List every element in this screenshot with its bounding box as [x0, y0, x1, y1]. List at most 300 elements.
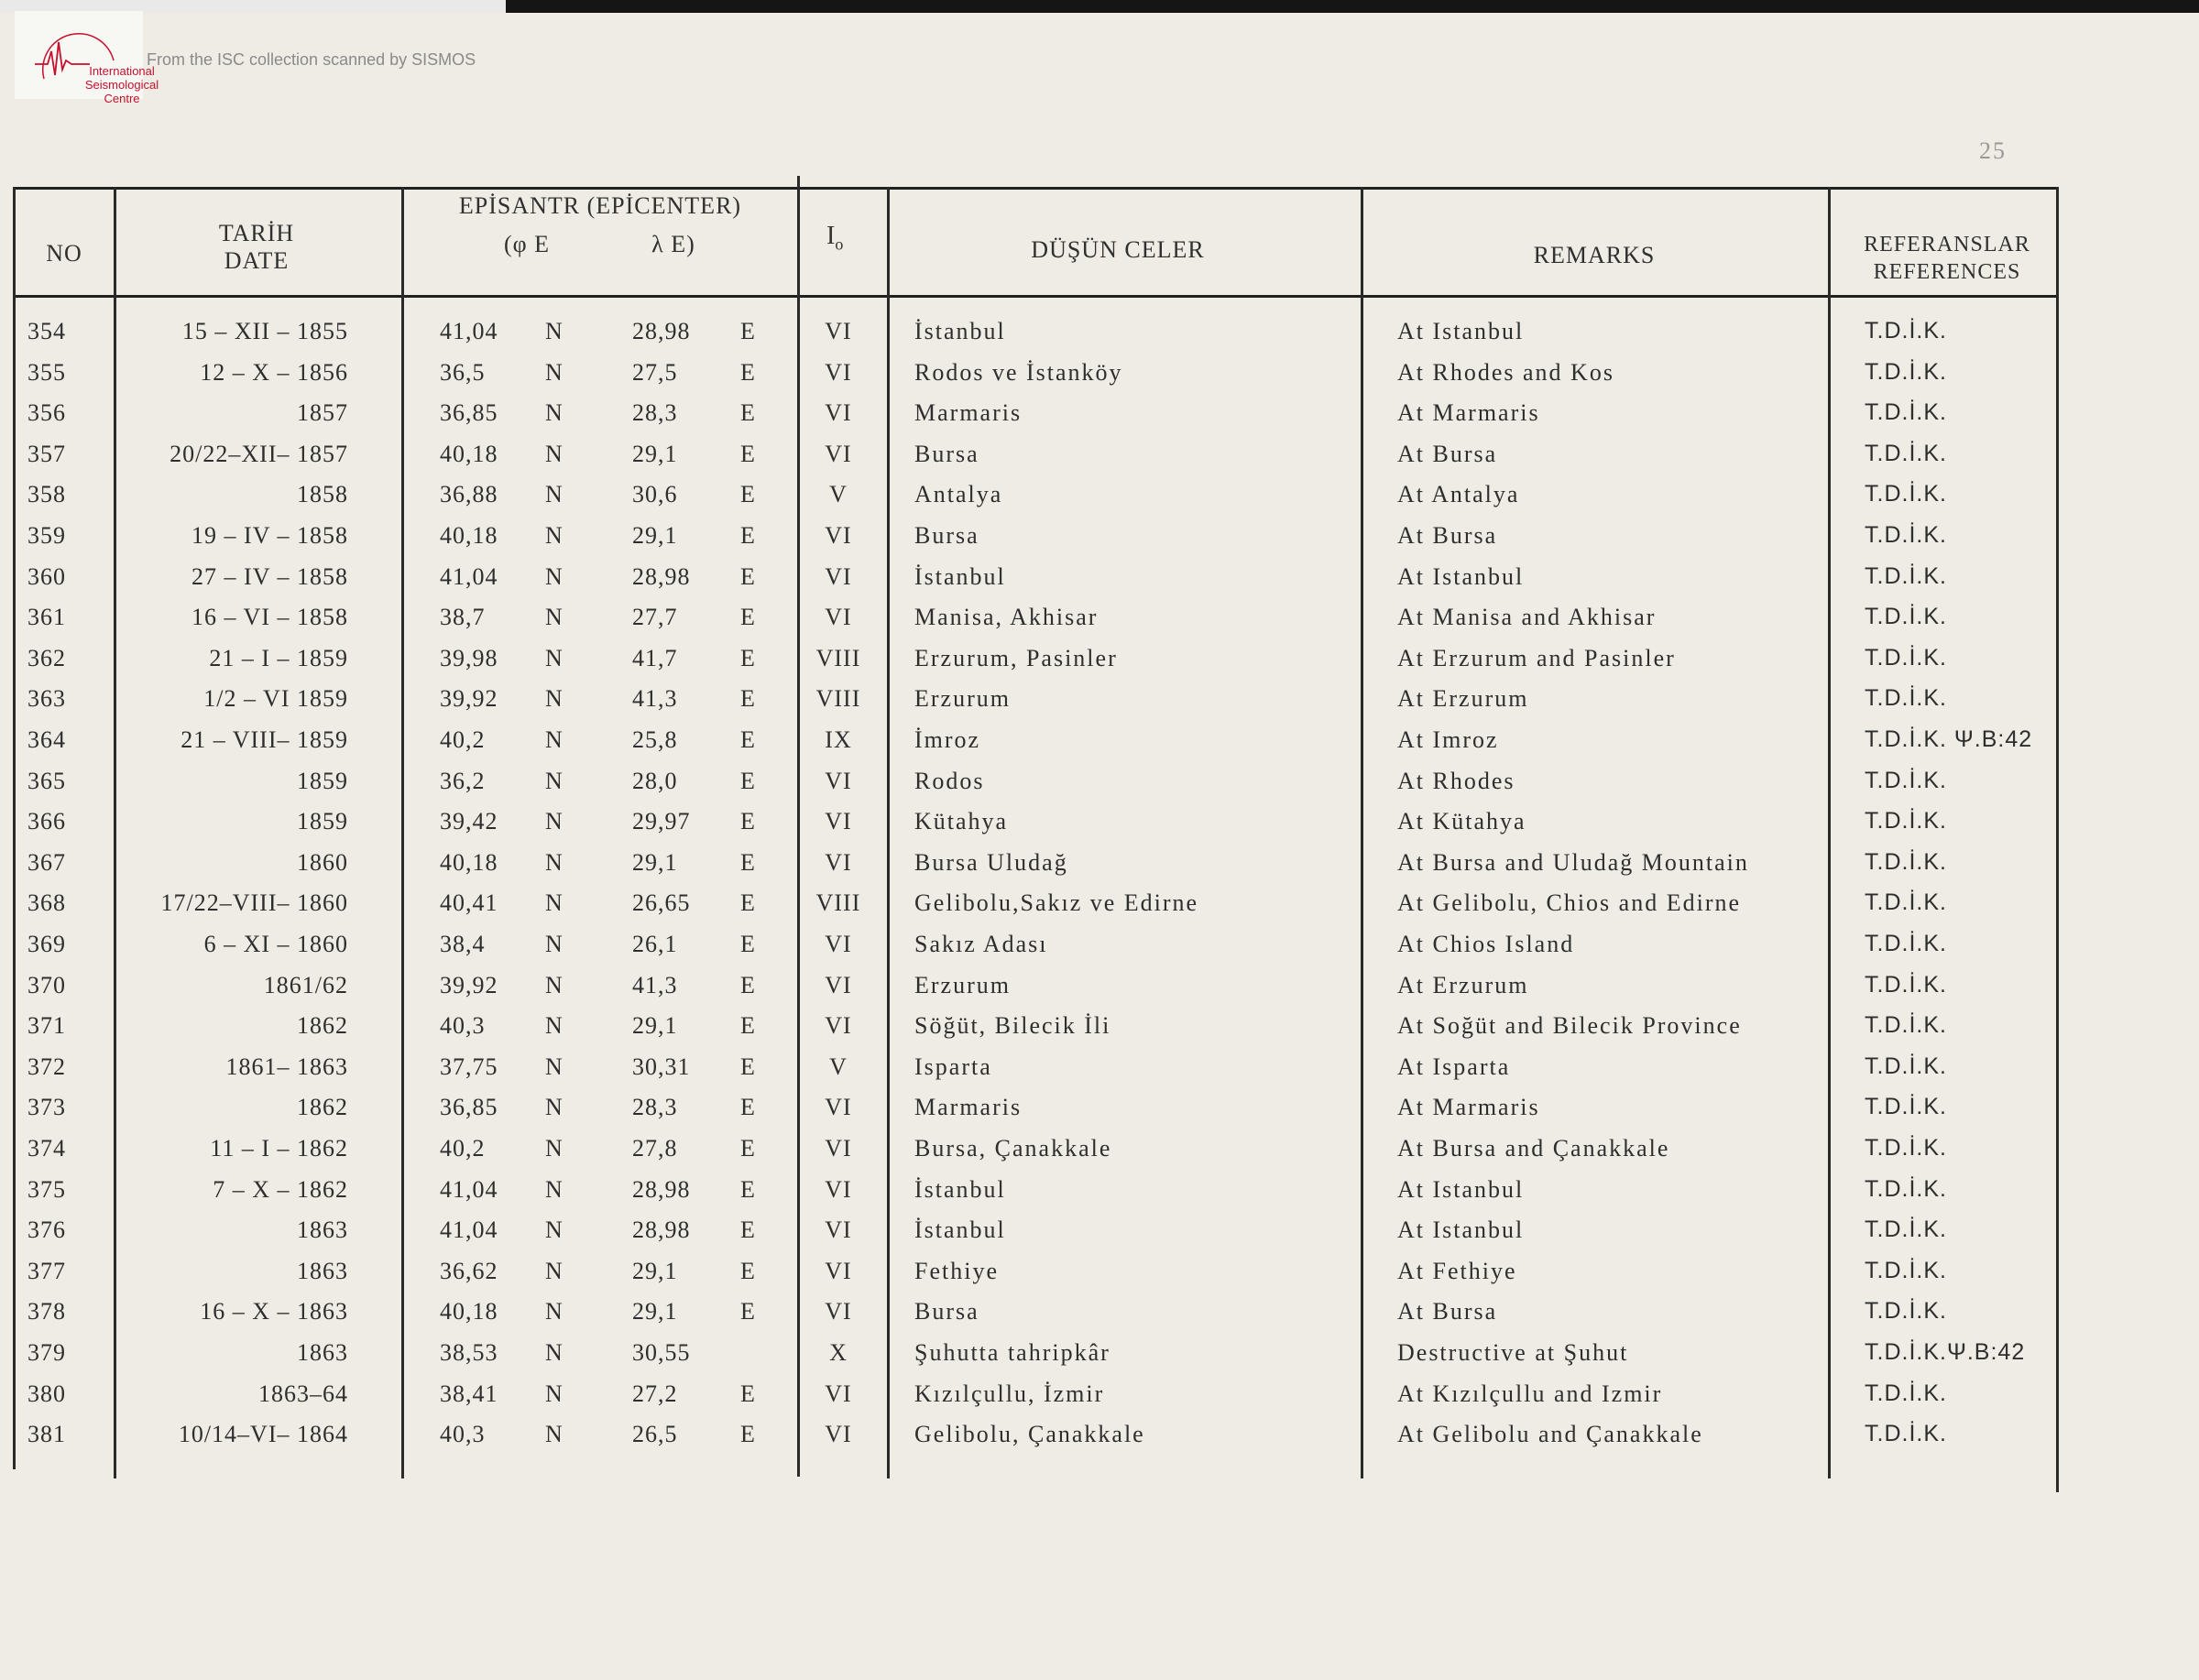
isc-name-line2: Seismological	[84, 78, 159, 92]
cell-date: 10/14–VI– 1864	[178, 1421, 348, 1448]
cell-longitude: 28,98	[632, 1175, 691, 1203]
cell-remark: At Marmaris	[1397, 399, 1540, 427]
cell-reference: T.D.İ.K.	[1865, 767, 1947, 793]
isc-name-line3: Centre	[104, 92, 140, 105]
cell-intensity: VI	[825, 358, 852, 386]
cell-intensity: VI	[825, 1257, 852, 1284]
cell-intensity: VI	[825, 1094, 852, 1121]
cell-lon-hemisphere: E	[740, 1135, 756, 1162]
cell-no: 358	[27, 481, 66, 508]
table-row	[0, 1421, 2071, 1461]
cell-reference: T.D.İ.K.	[1865, 358, 1947, 385]
cell-remark: At Antalya	[1397, 481, 1520, 508]
cell-lat-hemisphere: N	[545, 1053, 563, 1080]
cell-lon-hemisphere: E	[740, 522, 756, 549]
cell-intensity: VI	[825, 1421, 852, 1448]
cell-date: 7 – X – 1862	[213, 1175, 348, 1203]
cell-longitude: 30,6	[632, 481, 678, 508]
table-top-rule	[14, 187, 2059, 190]
cell-intensity: VI	[825, 562, 852, 590]
cell-remark: At Istanbul	[1397, 318, 1525, 344]
cell-date: 16 – VI – 1858	[191, 604, 348, 631]
cell-observation: İstanbul	[914, 318, 1006, 344]
table-row	[0, 808, 2071, 848]
cell-lat-hemisphere: N	[545, 889, 563, 917]
cell-observation: Manisa, Akhisar	[914, 604, 1099, 631]
cell-no: 364	[27, 726, 66, 753]
cell-no: 355	[27, 358, 66, 386]
cell-no: 376	[27, 1216, 66, 1244]
header-date	[156, 220, 357, 275]
table-row	[0, 1176, 2071, 1216]
cell-latitude: 39,92	[440, 971, 498, 998]
cell-longitude: 27,7	[632, 604, 678, 631]
isc-name-line1: International	[89, 64, 155, 78]
cell-lon-hemisphere: E	[740, 318, 756, 344]
cell-no: 367	[27, 848, 66, 876]
cell-longitude: 27,5	[632, 358, 678, 386]
cell-date: 17/22–VIII– 1860	[160, 889, 348, 917]
cell-remark: At Gelibolu, Chios and Edirne	[1397, 889, 1742, 917]
cell-no: 361	[27, 604, 66, 631]
header-intensity	[826, 222, 843, 255]
cell-lon-hemisphere: E	[740, 726, 756, 753]
cell-remark: At Marmaris	[1397, 1094, 1540, 1121]
cell-no: 363	[27, 685, 66, 713]
cell-lat-hemisphere: N	[545, 562, 563, 590]
cell-reference: T.D.İ.K.	[1865, 1257, 1947, 1283]
cell-date: 11 – I – 1862	[210, 1135, 348, 1162]
cell-date: 20/22–XII– 1857	[170, 440, 348, 467]
cell-reference: T.D.İ.K.	[1865, 1421, 1947, 1447]
header-date-en: DATE	[224, 247, 290, 274]
cell-intensity: VI	[825, 767, 852, 794]
cell-date: 1860	[297, 848, 348, 876]
cell-latitude: 38,41	[440, 1380, 498, 1407]
cell-no: 371	[27, 1012, 66, 1040]
cell-lat-hemisphere: N	[545, 604, 563, 631]
cell-intensity: VI	[825, 399, 852, 427]
cell-lat-hemisphere: N	[545, 1339, 563, 1366]
cell-remark: At Istanbul	[1397, 1175, 1525, 1203]
cell-date: 1859	[297, 767, 348, 794]
cell-intensity: X	[829, 1339, 848, 1366]
cell-date: 1862	[297, 1094, 348, 1121]
cell-longitude: 29,1	[632, 1298, 678, 1325]
cell-observation: Isparta	[914, 1053, 992, 1080]
table-row	[0, 768, 2071, 808]
cell-latitude: 38,53	[440, 1339, 498, 1366]
cell-reference: T.D.İ.K.	[1865, 1216, 1947, 1243]
cell-reference: T.D.İ.K.	[1865, 1298, 1947, 1325]
cell-latitude: 36,62	[440, 1257, 498, 1284]
cell-remark: At Isparta	[1397, 1053, 1511, 1080]
cell-reference: T.D.İ.K.	[1865, 1012, 1947, 1039]
cell-intensity: VI	[825, 1135, 852, 1162]
header-refs-tr: REFERANSLAR	[1864, 233, 2030, 256]
cell-latitude: 40,41	[440, 889, 498, 917]
cell-lat-hemisphere: N	[545, 399, 563, 427]
cell-longitude: 30,55	[632, 1339, 691, 1366]
cell-reference: T.D.İ.K.	[1865, 971, 1947, 998]
cell-lon-hemisphere: E	[740, 685, 756, 713]
cell-lon-hemisphere: E	[740, 1298, 756, 1325]
cell-longitude: 29,1	[632, 1257, 678, 1284]
cell-observation: Bursa Uludağ	[914, 848, 1068, 876]
cell-latitude: 40,3	[440, 1012, 486, 1040]
cell-latitude: 36,2	[440, 767, 486, 794]
cell-latitude: 40,2	[440, 726, 486, 753]
cell-remark: At Kütahya	[1397, 808, 1526, 835]
cell-no: 370	[27, 971, 66, 998]
cell-longitude: 41,7	[632, 644, 678, 671]
cell-reference: T.D.İ.K. Ψ.B:42	[1865, 726, 2033, 752]
cell-longitude: 41,3	[632, 685, 678, 713]
cell-date: 1862	[297, 1012, 348, 1040]
cell-remark: At Istanbul	[1397, 562, 1525, 590]
table-row	[0, 931, 2071, 971]
cell-date: 6 – XI – 1860	[203, 931, 348, 957]
cell-no: 373	[27, 1094, 66, 1121]
header-epicenter-title: EPİSANTR (EPİCENTER)	[458, 192, 742, 219]
cell-lat-hemisphere: N	[545, 767, 563, 794]
cell-lat-hemisphere: N	[545, 440, 563, 467]
table-row	[0, 1094, 2071, 1134]
cell-date: 1861/62	[263, 971, 348, 998]
cell-date: 1863	[297, 1216, 348, 1244]
cell-remark: At Rhodes	[1397, 767, 1515, 794]
cell-remark: At Rhodes and Kos	[1397, 358, 1614, 386]
cell-longitude: 30,31	[632, 1053, 691, 1080]
header-lat-sym: (φ E	[503, 231, 551, 257]
cell-date: 1861– 1863	[225, 1053, 348, 1080]
cell-intensity: VI	[825, 604, 852, 631]
table-row	[0, 889, 2071, 930]
cell-no: 359	[27, 522, 66, 549]
cell-longitude: 28,0	[632, 767, 678, 794]
cell-no: 369	[27, 931, 66, 957]
cell-lat-hemisphere: N	[545, 1298, 563, 1325]
cell-lat-hemisphere: N	[545, 1216, 563, 1244]
cell-latitude: 40,3	[440, 1421, 486, 1448]
cell-lon-hemisphere: E	[740, 1257, 756, 1284]
cell-lon-hemisphere: E	[740, 931, 756, 957]
cell-latitude: 38,7	[440, 604, 486, 631]
cell-lat-hemisphere: N	[545, 971, 563, 998]
cell-longitude: 25,8	[632, 726, 678, 753]
table-row	[0, 1135, 2071, 1175]
cell-no: 366	[27, 808, 66, 835]
cell-no: 354	[27, 318, 66, 344]
cell-lon-hemisphere: E	[740, 1421, 756, 1448]
cell-longitude: 26,1	[632, 931, 678, 957]
cell-date: 21 – I – 1859	[209, 644, 348, 671]
cell-no: 356	[27, 399, 66, 427]
cell-latitude: 40,18	[440, 522, 498, 549]
cell-lon-hemisphere: E	[740, 1094, 756, 1121]
cell-no: 362	[27, 644, 66, 671]
cell-longitude: 29,1	[632, 522, 678, 549]
cell-longitude: 29,1	[632, 440, 678, 467]
header-refs-en: REFERENCES	[1873, 260, 2021, 284]
cell-longitude: 29,97	[632, 808, 691, 835]
cell-remark: At Bursa and Uludağ Mountain	[1397, 848, 1749, 876]
cell-lat-hemisphere: N	[545, 1380, 563, 1407]
cell-reference: T.D.İ.K.	[1865, 604, 1947, 630]
cell-date: 16 – X – 1863	[200, 1298, 348, 1325]
table-row	[0, 1258, 2071, 1298]
cell-latitude: 39,92	[440, 685, 498, 713]
cell-lat-hemisphere: N	[545, 808, 563, 835]
cell-remark: At Istanbul	[1397, 1216, 1525, 1244]
cell-lat-hemisphere: N	[545, 644, 563, 671]
cell-lon-hemisphere: E	[740, 399, 756, 427]
cell-reference: T.D.İ.K.	[1865, 644, 1947, 671]
header-intensity-main: I	[826, 222, 836, 250]
cell-observation: Bursa, Çanakkale	[914, 1135, 1112, 1162]
cell-intensity: V	[829, 481, 848, 508]
cell-lon-hemisphere: E	[740, 644, 756, 671]
isc-watermark	[15, 11, 159, 105]
cell-observation: Gelibolu,Sakız ve Edirne	[914, 889, 1199, 917]
cell-lon-hemisphere: E	[740, 889, 756, 917]
table-row	[0, 685, 2071, 725]
cell-reference: T.D.İ.K.	[1865, 808, 1947, 835]
cell-date: 1859	[297, 808, 348, 835]
cell-no: 374	[27, 1135, 66, 1162]
table-row	[0, 1216, 2071, 1257]
cell-reference: T.D.İ.K.	[1865, 1175, 1947, 1202]
table-header-rule	[14, 295, 2059, 298]
cell-latitude: 40,2	[440, 1135, 486, 1162]
cell-observation: Antalya	[914, 481, 1003, 508]
cell-observation: Kızılçullu, İzmir	[914, 1380, 1105, 1407]
cell-lat-hemisphere: N	[545, 848, 563, 876]
cell-no: 357	[27, 440, 66, 467]
cell-longitude: 28,98	[632, 318, 691, 344]
cell-intensity: VI	[825, 1380, 852, 1407]
cell-intensity: VIII	[815, 685, 861, 713]
header-date-tr: TARİH	[218, 220, 295, 246]
cell-intensity: VI	[825, 1012, 852, 1040]
table-row	[0, 481, 2071, 521]
cell-remark: At Fethiye	[1397, 1257, 1517, 1284]
cell-remark: At Erzurum	[1397, 971, 1529, 998]
cell-lon-hemisphere: E	[740, 1053, 756, 1080]
cell-remark: At Chios Island	[1397, 931, 1575, 957]
cell-intensity: VI	[825, 808, 852, 835]
table-row	[0, 972, 2071, 1012]
cell-lon-hemisphere: E	[740, 604, 756, 631]
cell-intensity: VIII	[815, 644, 861, 671]
isc-note: From the ISC collection scanned by SISMOS	[147, 50, 476, 69]
cell-observation: Şuhutta tahripkâr	[914, 1339, 1110, 1366]
cell-no: 372	[27, 1053, 66, 1080]
cell-intensity: VIII	[815, 889, 861, 917]
page-number: 25	[1979, 137, 2007, 164]
cell-reference: T.D.İ.K.	[1865, 522, 1947, 548]
cell-reference: T.D.İ.K.	[1865, 1380, 1947, 1406]
cell-lat-hemisphere: N	[545, 318, 563, 344]
cell-lat-hemisphere: N	[545, 1257, 563, 1284]
cell-lat-hemisphere: N	[545, 1175, 563, 1203]
table-row	[0, 399, 2071, 440]
cell-lon-hemisphere: E	[740, 1175, 756, 1203]
cell-lon-hemisphere: E	[740, 1012, 756, 1040]
cell-observation: Gelibolu, Çanakkale	[914, 1421, 1145, 1448]
cell-no: 380	[27, 1380, 66, 1407]
cell-reference: T.D.İ.K.	[1865, 318, 1947, 344]
cell-date: 1863	[297, 1339, 348, 1366]
cell-no: 381	[27, 1421, 66, 1448]
cell-remark: At Bursa and Çanakkale	[1397, 1135, 1670, 1162]
cell-latitude: 41,04	[440, 562, 498, 590]
cell-latitude: 40,18	[440, 1298, 498, 1325]
cell-latitude: 39,42	[440, 808, 498, 835]
cell-reference: T.D.İ.K.	[1865, 1053, 1947, 1079]
earthquake-table	[0, 176, 2071, 1477]
cell-reference: T.D.İ.K.	[1865, 562, 1947, 589]
cell-longitude: 28,3	[632, 1094, 678, 1121]
cell-lon-hemisphere: E	[740, 808, 756, 835]
cell-latitude: 38,4	[440, 931, 486, 957]
cell-observation: İstanbul	[914, 562, 1006, 590]
cell-reference: T.D.İ.K.	[1865, 685, 1947, 712]
cell-reference: T.D.İ.K.	[1865, 481, 1947, 507]
table-row	[0, 1298, 2071, 1338]
cell-longitude: 27,2	[632, 1380, 678, 1407]
cell-observation: Rodos	[914, 767, 985, 794]
cell-observation: İmroz	[914, 726, 981, 753]
cell-observation: Sakız Adası	[914, 931, 1048, 957]
cell-lon-hemisphere: E	[740, 562, 756, 590]
cell-intensity: VI	[825, 1298, 852, 1325]
cell-intensity: VI	[825, 971, 852, 998]
cell-reference: T.D.İ.K.Ψ.B:42	[1865, 1339, 2026, 1365]
table-row	[0, 1053, 2071, 1094]
cell-lon-hemisphere: E	[740, 1380, 756, 1407]
cell-reference: T.D.İ.K.	[1865, 889, 1947, 916]
cell-date: 21 – VIII– 1859	[181, 726, 348, 753]
table-row	[0, 726, 2071, 767]
cell-date: 15 – XII – 1855	[181, 318, 348, 344]
cell-lat-hemisphere: N	[545, 1094, 563, 1121]
cell-remark: At Gelibolu and Çanakkale	[1397, 1421, 1703, 1448]
cell-intensity: VI	[825, 1216, 852, 1244]
table-row	[0, 1012, 2071, 1053]
cell-date: 19 – IV – 1858	[191, 522, 348, 549]
cell-no: 360	[27, 562, 66, 590]
cell-lat-hemisphere: N	[545, 481, 563, 508]
cell-longitude: 27,8	[632, 1135, 678, 1162]
cell-longitude: 41,3	[632, 971, 678, 998]
cell-lat-hemisphere: N	[545, 1135, 563, 1162]
cell-no: 377	[27, 1257, 66, 1284]
table-row	[0, 604, 2071, 644]
cell-intensity: V	[829, 1053, 848, 1080]
cell-longitude: 28,3	[632, 399, 678, 427]
cell-observation: Erzurum	[914, 685, 1011, 713]
cell-lat-hemisphere: N	[545, 726, 563, 753]
cell-lon-hemisphere: E	[740, 481, 756, 508]
cell-date: 27 – IV – 1858	[191, 562, 348, 590]
cell-observation: Söğüt, Bilecik İli	[914, 1012, 1111, 1040]
cell-intensity: VI	[825, 1175, 852, 1203]
cell-remark: At Bursa	[1397, 1298, 1498, 1325]
cell-reference: T.D.İ.K.	[1865, 931, 1947, 956]
cell-longitude: 26,65	[632, 889, 691, 917]
header-lon-sym: λ E)	[651, 231, 695, 257]
table-row	[0, 645, 2071, 685]
cell-remark: At Imroz	[1397, 726, 1499, 753]
cell-observation: Kütahya	[914, 808, 1009, 835]
cell-intensity: VI	[825, 931, 852, 957]
cell-observation: İstanbul	[914, 1175, 1006, 1203]
cell-longitude: 29,1	[632, 848, 678, 876]
header-observations: DÜŞÜN CELER	[1031, 236, 1205, 263]
cell-latitude: 37,75	[440, 1053, 498, 1080]
cell-lon-hemisphere: E	[740, 848, 756, 876]
isc-name	[71, 64, 172, 105]
header-epicenter	[403, 192, 797, 220]
header-references	[1837, 231, 2057, 286]
cell-intensity: VI	[825, 848, 852, 876]
cell-intensity: IX	[825, 726, 852, 753]
cell-latitude: 40,18	[440, 440, 498, 467]
cell-date: 1863–64	[258, 1380, 348, 1407]
cell-latitude: 36,85	[440, 399, 498, 427]
cell-observation: Erzurum, Pasinler	[914, 644, 1118, 671]
cell-lon-hemisphere: E	[740, 358, 756, 386]
table-row	[0, 441, 2071, 481]
cell-longitude: 26,5	[632, 1421, 678, 1448]
cell-lat-hemisphere: N	[545, 1421, 563, 1448]
cell-observation: Marmaris	[914, 399, 1023, 427]
cell-latitude: 41,04	[440, 1175, 498, 1203]
cell-no: 375	[27, 1175, 66, 1203]
cell-reference: T.D.İ.K.	[1865, 1094, 1947, 1120]
cell-longitude: 28,98	[632, 1216, 691, 1244]
cell-date: 12 – X – 1856	[200, 358, 348, 386]
cell-no: 379	[27, 1339, 66, 1366]
cell-observation: Erzurum	[914, 971, 1011, 998]
cell-date: 1858	[297, 481, 348, 508]
cell-latitude: 36,88	[440, 481, 498, 508]
table-row	[0, 563, 2071, 604]
table-row	[0, 359, 2071, 399]
table-row	[0, 1339, 2071, 1380]
cell-lat-hemisphere: N	[545, 358, 563, 386]
cell-no: 368	[27, 889, 66, 917]
cell-longitude: 29,1	[632, 1012, 678, 1040]
cell-lat-hemisphere: N	[545, 685, 563, 713]
cell-remark: At Kızılçullu and Izmir	[1397, 1380, 1663, 1407]
cell-reference: T.D.İ.K.	[1865, 440, 1947, 466]
cell-remark: At Erzurum and Pasinler	[1397, 644, 1676, 671]
cell-longitude: 28,98	[632, 562, 691, 590]
cell-remark: At Soğüt and Bilecik Province	[1397, 1012, 1742, 1040]
cell-latitude: 36,5	[440, 358, 486, 386]
cell-remark: At Erzurum	[1397, 685, 1529, 713]
cell-observation: Fethiye	[914, 1257, 999, 1284]
cell-lon-hemisphere: E	[740, 1216, 756, 1244]
header-no: NO	[46, 240, 82, 267]
cell-no: 378	[27, 1298, 66, 1325]
table-row	[0, 318, 2071, 358]
cell-lat-hemisphere: N	[545, 522, 563, 549]
cell-lat-hemisphere: N	[545, 1012, 563, 1040]
cell-reference: T.D.İ.K.	[1865, 399, 1947, 426]
